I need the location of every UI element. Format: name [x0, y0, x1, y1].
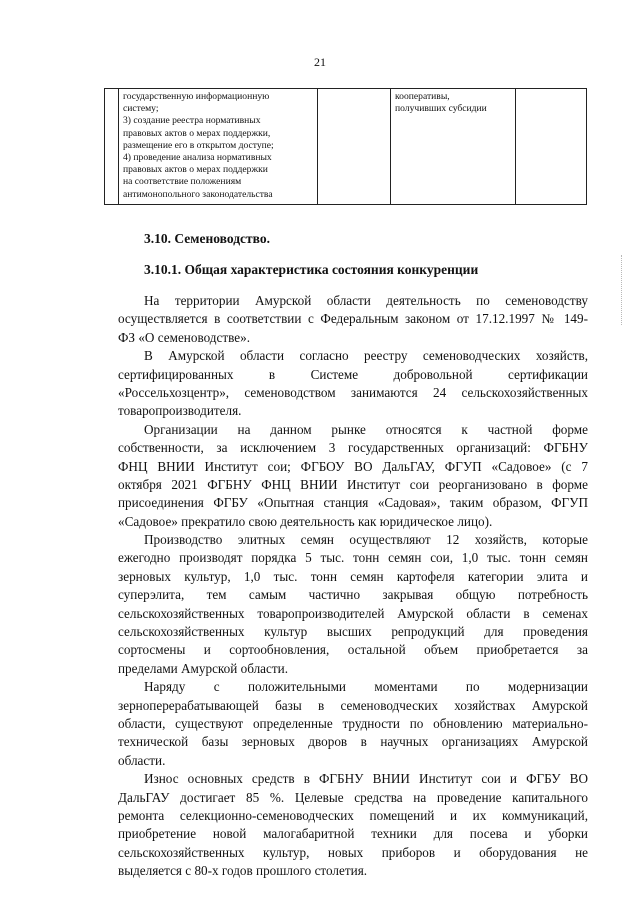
text-line: сертифицированных в Системе добровольной сертификации — [118, 366, 588, 382]
cell-line: систему; — [123, 103, 159, 115]
paragraph — [118, 292, 588, 347]
text-line: «Россельхозцентр», семеноводством занимаются 24 сельскохозяйственных — [118, 384, 588, 400]
paragraph — [118, 347, 588, 421]
cell-line: кооперативы, — [395, 91, 450, 102]
paragraph — [118, 421, 588, 531]
text-line: октября 2021 ФГБНУ ФНЦ ВНИИ Институт сои реорганизовано в форме — [118, 476, 588, 492]
subsection-heading: 3.10.1. Общая характеристика состояния конкуренции — [144, 262, 479, 277]
text-line: суперэлита, тем самым частично закрывая общую потребность — [118, 587, 588, 603]
text-line: товаропроизводителя. — [118, 403, 242, 419]
text-line: Организации на данном рынке относятся к частной форме — [144, 421, 588, 437]
text-line: Производство элитных семян осуществляют 12 хозяйств, которые — [144, 532, 588, 548]
text-line: технической базы зерновых дворов в научных организациях Амурской — [118, 734, 588, 750]
body-text — [118, 292, 588, 881]
text-line: В Амурской области согласно реестру семеноводческих хозяйств, — [144, 348, 588, 364]
cell-line: антимонопольного законодательства — [123, 188, 273, 200]
text-line: На территории Амурской области деятельность по семеноводству — [144, 293, 588, 308]
cell-line: государственную информационную — [123, 91, 270, 102]
text-line: сельскохозяйственных товаропроизводителей Амурской области в семенах — [118, 605, 588, 621]
text-line: области, существуют определенные трудности по обновлению материально- — [118, 715, 588, 731]
section-heading: 3.10. Семеноводство. — [144, 231, 270, 246]
table-cell-indicator — [391, 89, 516, 205]
table-cell-empty — [105, 89, 119, 205]
table-cell-measures — [119, 89, 318, 205]
cell-line: на соответствие положениям — [123, 176, 242, 188]
table-row — [105, 89, 587, 205]
text-line: ДальГАУ достигает 85 %. Целевые средства на проведение капитального — [118, 789, 588, 805]
continuation-table — [104, 88, 587, 205]
text-line: пределами Амурской области. — [118, 660, 289, 676]
text-line: сортосмены и сортообновления, остальной объем приобретается за — [118, 642, 588, 658]
text-line: ФЗ «О семеноводстве». — [118, 329, 251, 345]
cell-line: 4) проведение анализа нормативных — [123, 152, 272, 164]
margin-mark — [620, 255, 622, 325]
text-line: зерноперерабатывающей базы в семеноводческих хозяйствах Амурской — [118, 697, 588, 713]
text-line: «Садовое» прекратило свою деятельность как юридическое лицо). — [118, 513, 493, 529]
cell-line: правовых актов о мерах поддержки, — [123, 127, 271, 139]
paragraph — [118, 770, 588, 880]
text-line: Износ основных средств в ФГБНУ ВНИИ Институт сои и ФГБУ ВО — [144, 771, 588, 787]
page-number: 21 — [314, 55, 326, 69]
text-line: сельскохозяйственных культур, новых приборов и оборудования не — [118, 844, 588, 860]
cell-line: получивших субсидии — [395, 103, 487, 115]
paragraph — [118, 531, 588, 678]
text-line: зерновых культур, 1,0 тыс. тонн семян картофеля категории элита и — [118, 568, 588, 584]
paragraph — [118, 678, 588, 770]
text-line: сельскохозяйственных культур высших репродукций для проведения — [118, 624, 588, 640]
text-line: ежегодно производят порядка 5 тыс. тонн семян сои, 1,0 тыс. тонн семян — [118, 550, 588, 566]
text-line: ремонта селекционно-семеноводческих помещений и их коммуникаций, — [118, 807, 588, 823]
text-line: собственности, за исключением 3 государственных организаций: ФГБНУ — [118, 440, 588, 456]
cell-line: 3) создание реестра нормативных — [123, 115, 261, 127]
text-line: присоединения ФГБУ «Опытная станция «Садовая», таким образом, ФГУП — [118, 495, 588, 511]
cell-line: размещение его в открытом доступе; — [123, 139, 274, 151]
text-line: Наряду с положительными моментами по модернизации — [144, 679, 588, 695]
text-line: ФНЦ ВНИИ Институт сои; ФГБОУ ВО ДальГАУ, ФГУП «Садовое» (с 7 — [118, 458, 588, 474]
cell-line: правовых актов о мерах поддержки — [123, 164, 268, 176]
text-line: области. — [118, 752, 166, 768]
table-cell-empty — [318, 89, 391, 205]
table-cell-empty — [516, 89, 587, 205]
text-line: приобретение новой малогабаритной техники для посева и уборки — [118, 826, 588, 842]
text-line: выделяется с 80-х годов прошлого столетия. — [118, 863, 368, 879]
text-line: осуществляется в соответствии с Федеральным законом от 17.12.1997 № 149- — [118, 311, 588, 327]
